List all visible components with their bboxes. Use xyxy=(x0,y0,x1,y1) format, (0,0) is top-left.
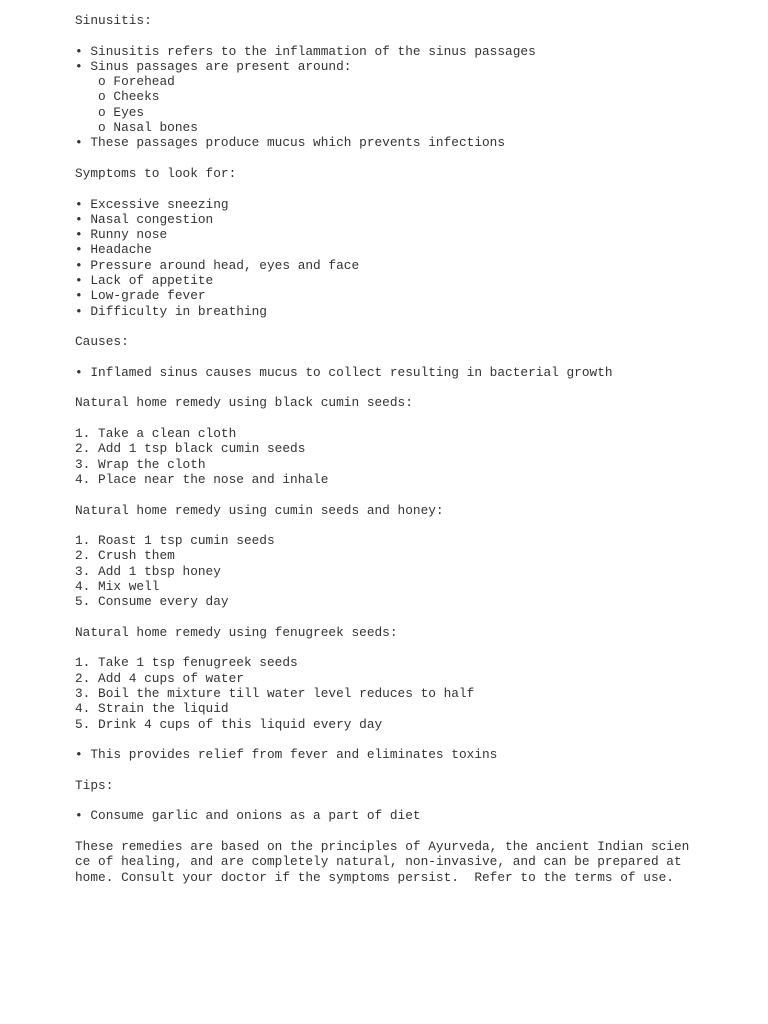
section-heading-black-cumin-remedy: Natural home remedy using black cumin seeds: xyxy=(75,395,413,411)
bullet-item: • Lack of appetite xyxy=(75,273,214,289)
blank-line xyxy=(75,610,715,625)
bullet-item: • Runny nose xyxy=(75,227,168,243)
blank-line xyxy=(75,487,715,502)
blank-line xyxy=(75,350,715,365)
numbered-step: 2. Crush them xyxy=(75,548,175,564)
blank-line xyxy=(75,763,715,778)
numbered-step: 1. Take 1 tsp fenugreek seeds xyxy=(75,655,298,671)
bullet-item: • These passages produce mucus which prevents infections xyxy=(75,135,506,151)
sub-bullet-item: o Cheeks xyxy=(75,89,160,105)
sub-bullet-item: o Forehead xyxy=(75,74,175,90)
numbered-step: 5. Drink 4 cups of this liquid every day xyxy=(75,716,383,732)
disclaimer-line: home. Consult your doctor if the symptoms persist. Refer to the terms of use. xyxy=(75,869,674,885)
section-heading-symptoms: Symptoms to look for: xyxy=(75,165,237,181)
numbered-step: 1. Roast 1 tsp cumin seeds xyxy=(75,533,275,549)
tip-item: • Consume garlic and onions as a part of diet xyxy=(75,808,421,824)
bullet-item: • Headache xyxy=(75,242,152,258)
numbered-step: 4. Strain the liquid xyxy=(75,701,229,717)
section-heading-sinusitis: Sinusitis: xyxy=(75,13,152,28)
bullet-item: • Inflamed sinus causes mucus to collect resulting in bacterial growth xyxy=(75,364,613,380)
bullet-item: • Excessive sneezing xyxy=(75,196,229,212)
numbered-step: 2. Add 1 tsp black cumin seeds xyxy=(75,441,306,457)
section-heading-fenugreek-remedy: Natural home remedy using fenugreek seeds: xyxy=(75,624,398,640)
blank-line xyxy=(75,824,715,839)
disclaimer-line: These remedies are based on the principles of Ayurveda, the ancient Indian scien xyxy=(75,839,690,855)
blank-line xyxy=(75,793,715,808)
blank-line xyxy=(75,151,715,166)
section-heading-cumin-honey-remedy: Natural home remedy using cumin seeds and honey: xyxy=(75,502,444,518)
blank-line xyxy=(75,380,715,395)
section-heading-causes: Causes: xyxy=(75,334,129,350)
bullet-item: • Low-grade fever xyxy=(75,288,206,304)
blank-line xyxy=(75,411,715,426)
bullet-item: • Pressure around head, eyes and face xyxy=(75,257,360,273)
blank-line xyxy=(75,28,715,43)
section-heading-tips: Tips: xyxy=(75,777,114,793)
blank-line xyxy=(75,732,715,747)
numbered-step: 3. Wrap the cloth xyxy=(75,456,206,472)
sub-bullet-item: o Nasal bones xyxy=(75,120,198,136)
bullet-item: • Sinus passages are present around: xyxy=(75,58,352,74)
numbered-step: 3. Boil the mixture till water level reduces to half xyxy=(75,686,475,702)
disclaimer-line: ce of healing, and are completely natural, non-invasive, and can be prepared at xyxy=(75,854,682,870)
sub-bullet-item: o Eyes xyxy=(75,104,145,120)
numbered-step: 1. Take a clean cloth xyxy=(75,426,237,442)
numbered-step: 3. Add 1 tbsp honey xyxy=(75,563,221,579)
document-body xyxy=(75,13,715,885)
bullet-item: • Sinusitis refers to the inflammation of the sinus passages xyxy=(75,43,536,59)
blank-line xyxy=(75,319,715,334)
bullet-item: • Difficulty in breathing xyxy=(75,303,267,319)
numbered-step: 2. Add 4 cups of water xyxy=(75,670,244,686)
numbered-step: 4. Mix well xyxy=(75,578,160,594)
blank-line xyxy=(75,518,715,533)
blank-line xyxy=(75,181,715,196)
fenugreek-note: • This provides relief from fever and eliminates toxins xyxy=(75,747,498,763)
numbered-step: 4. Place near the nose and inhale xyxy=(75,471,329,487)
blank-line xyxy=(75,640,715,655)
numbered-step: 5. Consume every day xyxy=(75,594,229,610)
bullet-item: • Nasal congestion xyxy=(75,211,214,227)
